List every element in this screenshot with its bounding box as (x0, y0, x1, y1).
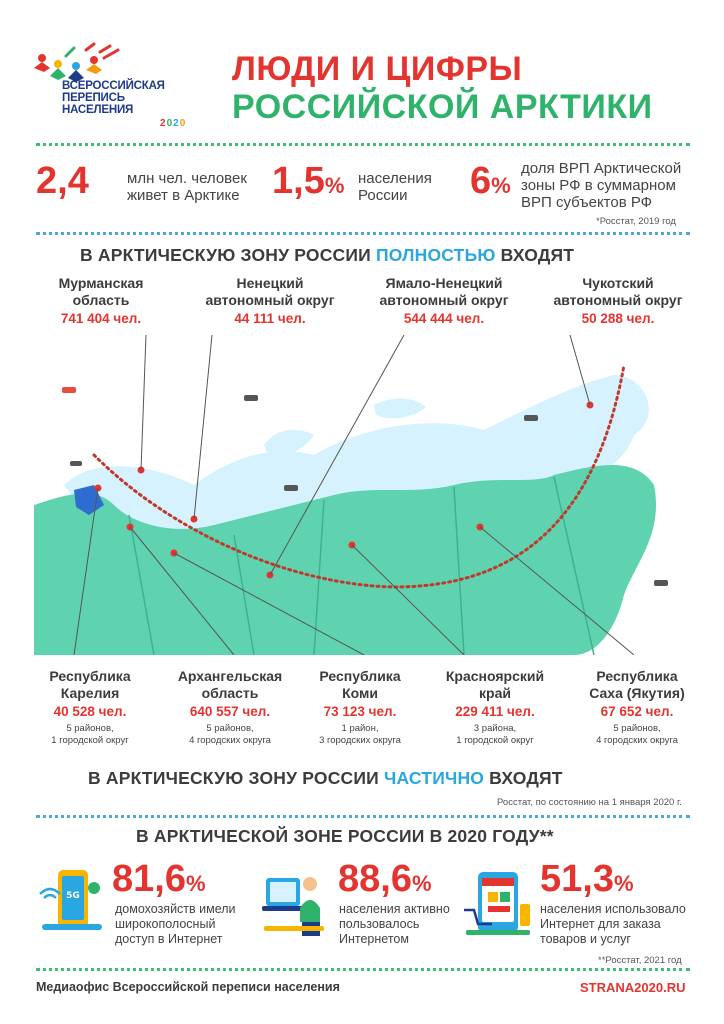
svg-text:5G: 5G (66, 891, 80, 901)
divider (36, 232, 690, 235)
region-name: Карелия (60, 685, 120, 701)
region-detail: 5 районов, (66, 723, 114, 734)
stat-suffix: % (491, 173, 511, 198)
region-detail: 3 городских округа (319, 735, 401, 746)
logo-year (160, 118, 186, 129)
arctic-map (34, 335, 690, 655)
section-title-internet: В АРКТИЧЕСКОЙ ЗОНЕ РОССИИ В 2020 ГОДУ** (136, 826, 554, 846)
region-population: 544 444 чел. (403, 311, 485, 326)
section-title-text: ВХОДЯТ (495, 245, 575, 265)
region-name: Саха (Якутия) (589, 685, 685, 701)
region-name: Коми (342, 685, 378, 701)
internet-stat-suffix: % (185, 871, 206, 896)
stat-population (36, 160, 89, 203)
internet-stat-broadband (112, 858, 206, 901)
internet-stat-line: Интернетом (339, 932, 409, 946)
laptop-user-icon (258, 864, 330, 944)
region-name: Красноярский (445, 668, 545, 684)
region-population: 73 123 чел. (323, 704, 397, 719)
logo-year-digit: 2 (173, 118, 179, 129)
region-murmansk (36, 275, 166, 326)
divider (36, 815, 690, 818)
internet-stat-active-users-text (339, 902, 450, 947)
region-name: Ненецкий (236, 275, 304, 291)
stat-text-line: зоны РФ в суммарном (521, 177, 676, 194)
partial-footnote: Росстат, по состоянию на 1 января 2020 г. (497, 797, 682, 808)
internet-stat-line: доступ в Интернет (115, 932, 223, 946)
section-title-highlight: ПОЛНОСТЬЮ (376, 245, 496, 265)
internet-stat-suffix: % (613, 871, 634, 896)
internet-stat-line: пользовалось (339, 917, 420, 931)
region-name: Республика (49, 668, 131, 684)
region-name: Архангельская (177, 668, 283, 684)
footer-media-office: Медиаофис Всероссийской переписи населения (36, 980, 340, 994)
region-name: край (479, 685, 511, 701)
smartphone-5g-icon (36, 864, 108, 944)
region-name: Чукотский (582, 275, 654, 291)
stat-number: 2,4 (36, 160, 89, 202)
region-detail: 1 район, (341, 723, 379, 734)
internet-stat-active-users (338, 858, 432, 901)
page-title-line-2: РОССИЙСКОЙ АРКТИКИ (232, 88, 653, 126)
internet-stat-line: домохозяйств имели (115, 902, 236, 916)
russia-arctic-map-icon (34, 335, 690, 655)
stat-text-line: России (358, 187, 408, 204)
internet-stat-number: 51,3 (540, 858, 614, 900)
logo-line-2: ПЕРЕПИСЬ (62, 92, 125, 104)
internet-stat-broadband-text (115, 902, 236, 947)
internet-stat-number: 88,6 (338, 858, 412, 900)
section-title-full (80, 245, 574, 266)
logo-year-digit: 0 (166, 118, 173, 129)
divider (36, 143, 690, 146)
region-yamal (364, 275, 524, 326)
stats-footnote: *Росстат, 2019 год (596, 216, 676, 227)
section-title-partial (88, 768, 563, 789)
region-detail: 1 городской округ (51, 735, 129, 746)
region-detail: 5 районов, (206, 723, 254, 734)
region-nenets (190, 275, 350, 326)
online-shop-icon (462, 864, 534, 944)
region-name: Республика (596, 668, 678, 684)
stat-grp (470, 160, 511, 203)
internet-stat-line: населения использовало (540, 902, 686, 916)
region-name: автономный округ (205, 292, 335, 308)
stat-text-line: живет в Арктике (127, 187, 240, 204)
logo-year-digit: 2 (160, 118, 166, 129)
internet-stat-line: Интернет для заказа (540, 917, 661, 931)
region-name: Республика (319, 668, 401, 684)
region-komi (300, 668, 420, 747)
stat-suffix: % (324, 173, 345, 198)
internet-stat-line: населения активно (339, 902, 450, 916)
section-title-text: ВХОДЯТ (484, 768, 563, 788)
region-name: область (201, 685, 259, 701)
logo-text (62, 80, 165, 116)
internet-stat-shopping-text (540, 902, 686, 947)
stat-population-text (127, 170, 247, 204)
region-population: 640 557 чел. (189, 704, 271, 719)
internet-stat-line: широкополосный (115, 917, 216, 931)
stat-share-text (358, 170, 432, 204)
section-title-highlight: ЧАСТИЧНО (384, 768, 485, 788)
region-detail: 5 районов, (613, 723, 661, 734)
stat-share (272, 160, 344, 203)
logo-year-digit: 0 (179, 118, 186, 129)
stat-number: 6 (470, 160, 492, 202)
logo-line-1: ВСЕРОССИЙСКАЯ (62, 80, 165, 92)
internet-stat-shopping (540, 858, 634, 901)
region-population: 229 411 чел. (455, 704, 535, 719)
internet-stat-line: товаров и услуг (540, 932, 631, 946)
region-name: автономный округ (379, 292, 509, 308)
region-population: 67 652 чел. (600, 704, 674, 719)
region-name: Мурманская (58, 275, 144, 291)
internet-stat-number: 81,6 (112, 858, 186, 900)
region-population: 44 111 чел. (234, 311, 306, 326)
region-population: 741 404 чел. (60, 311, 142, 326)
region-detail: 3 района, (473, 723, 517, 734)
region-name: Ямало-Ненецкий (385, 275, 503, 291)
section-title-text: В АРКТИЧЕСКУЮ ЗОНУ РОССИИ (88, 768, 384, 788)
region-detail: 4 городских округа (189, 735, 271, 746)
logo-line-3: НАСЕЛЕНИЯ (62, 104, 134, 116)
internet-stat-suffix: % (411, 871, 432, 896)
region-name: автономный округ (553, 292, 683, 308)
stat-text-line: ВРП субъектов РФ (521, 194, 653, 211)
stat-text-line: млн чел. человек (127, 170, 247, 187)
internet-footnote: **Росстат, 2021 год (598, 955, 682, 966)
region-detail: 1 городской округ (456, 735, 534, 746)
region-chukotka (538, 275, 698, 326)
region-karelia (30, 668, 150, 747)
stat-text-line: доля ВРП Арктической (521, 160, 682, 177)
stat-grp-text (521, 160, 681, 211)
divider (36, 968, 690, 971)
section-title-text: В АРКТИЧЕСКУЮ ЗОНУ РОССИИ (80, 245, 376, 265)
region-sakha (572, 668, 702, 747)
region-population: 50 288 чел. (581, 311, 655, 326)
stat-number: 1,5 (272, 160, 325, 202)
region-arkhangelsk (160, 668, 300, 747)
region-detail: 4 городских округа (596, 735, 678, 746)
region-name: область (72, 292, 130, 308)
region-population: 40 528 чел. (53, 704, 127, 719)
page-title-line-1: ЛЮДИ И ЦИФРЫ (232, 50, 523, 88)
region-krasnoyarsk (430, 668, 560, 747)
stat-text-line: населения (358, 170, 432, 187)
footer-site-link[interactable]: STRANA2020.RU (580, 980, 686, 995)
